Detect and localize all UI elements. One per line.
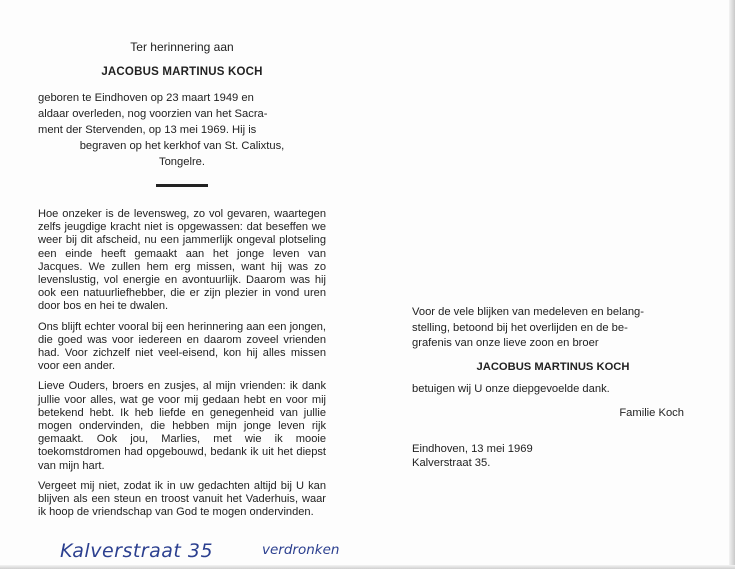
burial-place: Tongelre. [158, 156, 206, 168]
memorial-header [38, 40, 326, 187]
memorial-paragraph: Ons blijft echter vooral bij een herinnering aan een jongen, die goed was voor iedereen en daarom zoveel vrienden had. Voor zichzelf niet veel-eisend, kon hij alles missen voor een ander. [38, 320, 326, 373]
thanks-line: grafenis van onze lieve zoon en broer [412, 337, 599, 349]
address: Kalverstraat 35. [412, 457, 491, 469]
thanks-closing: betuigen wij U onze diepgevoelde dank. [412, 383, 610, 395]
burial-text [38, 138, 326, 170]
card-edge-bottom [0, 565, 735, 569]
card-edge-right [729, 0, 735, 569]
thanks-name: JACOBUS MARTINUS KOCH [476, 360, 630, 373]
divider-rule [156, 184, 208, 187]
handwritten-note: verdronken [262, 542, 340, 558]
deceased-name: JACOBUS MARTINUS KOCH [101, 66, 263, 78]
place-date: Eindhoven, 13 mei 1969 [412, 443, 533, 455]
birth-line-2: aldaar overleden, nog voorzien van het Sacra- [38, 108, 268, 120]
family-signature: Familie Koch [619, 406, 684, 419]
handwritten-address: Kalverstraat 35 [60, 540, 214, 562]
birth-line-3: ment der Stervenden, op 13 mei 1969. Hij is [38, 124, 257, 136]
memorial-heading: Ter herinnering aan [130, 40, 234, 54]
memorial-paragraph: Vergeet mij niet, zodat ik in uw gedachten altijd bij U kan blijven als een steun en troost vanuit het Vaderhuis, waar ik hoop de vriendschap van God te mogen ondervinden. [38, 479, 326, 519]
birth-line-1: geboren te Eindhoven op 23 maart 1949 en [38, 92, 254, 104]
thank-you-section [412, 305, 694, 421]
thanks-line: Voor de vele blijken van medeleven en belang- [412, 306, 644, 318]
birth-death-text [38, 90, 326, 138]
birth-line-4: begraven op het kerkhof van St. Calixtus, [79, 140, 285, 152]
memorial-paragraph: Hoe onzeker is de levensweg, zo vol gevaren, waartegen zelfs jeugdige kracht niet is opgewassen: dat beseffen we weer bij dit afscheid, nu een jammerlijk ongeval plotseling een einde heeft gemaakt aan het jonge leven van Jacques. We zullen hem erg missen, want hij was zo levenslustig, vol energie en avontuurlijk. Daarom was hij ook een natuurliefhebber, die er zijn plezier in vond uren door bos en hei te dwalen. [38, 208, 326, 313]
thanks-line: stelling, betoond bij het overlijden en de be- [412, 321, 628, 334]
memorial-text [38, 208, 326, 526]
place-date-address [412, 442, 672, 470]
memorial-paragraph: Lieve Ouders, broers en zusjes, al mijn vrienden: ik dank jullie voor alles, wat ge voor mij gedaan hebt en voor mij betekend hebt. Ik heb liefde en genegenheid van jullie mogen ondervinden, die hebben mijn jonge leven rijk gemaakt. Ook jou, Marlies, met wie ik mooie toekomstdromen had opgebouwd, bedank ik uit het diepst van mijn hart. [38, 380, 326, 472]
